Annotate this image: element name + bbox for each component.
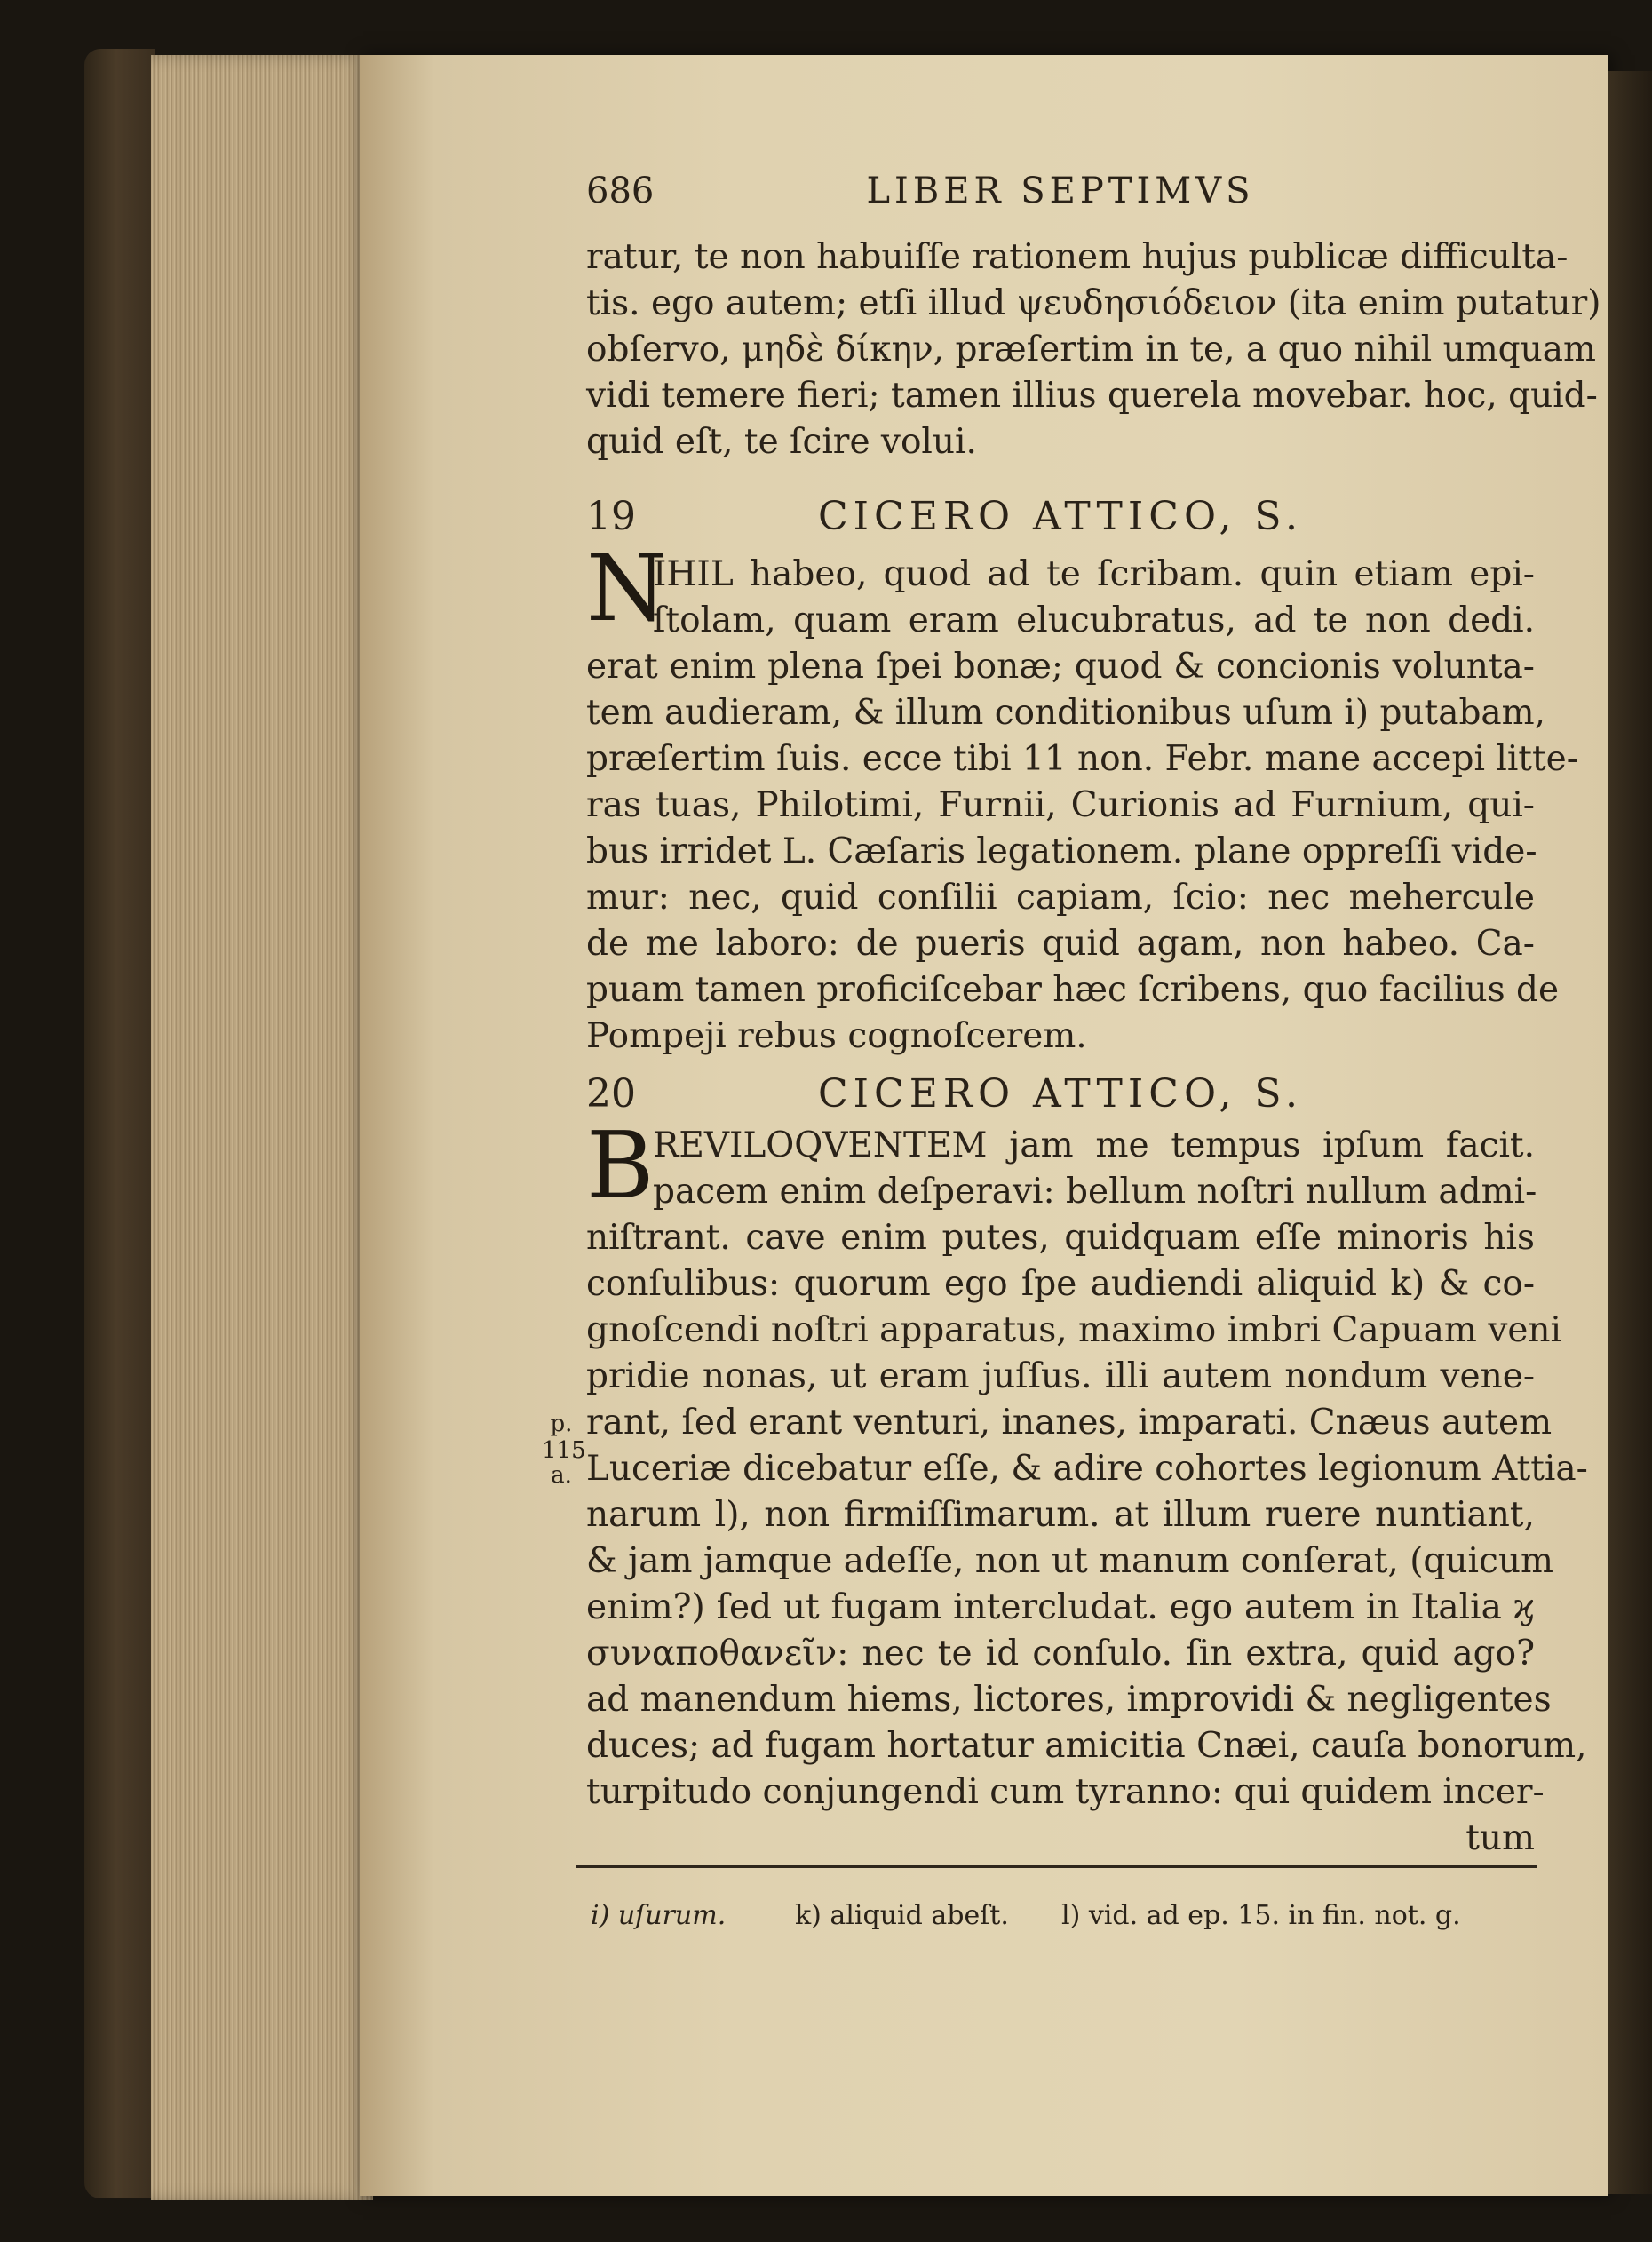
catchword: tum — [1465, 1818, 1535, 1858]
drop-capital: N — [586, 534, 667, 642]
text-line: vidi temere fieri; tamen illius querela movebar. hoc, quid- — [586, 376, 1598, 416]
text-line: enim?) ſed ut fugam intercludat. ego autem in Italia ϗ — [586, 1587, 1535, 1627]
text-line: ad manendum hiems, lictores, improvidi & negligentes — [586, 1680, 1552, 1720]
letter-heading — [586, 1070, 1535, 1118]
text-line: tem audieram, & illum conditionibus uſum i) putabam, — [586, 693, 1546, 733]
letter-title: CICERO ATTICO, S. — [818, 494, 1303, 539]
letter-title: CICERO ATTICO, S. — [818, 1071, 1303, 1117]
text-line: præſertim ſuis. ecce tibi 11 non. Febr. mane accepi litte- — [586, 739, 1578, 779]
letter-number: 19 — [586, 494, 636, 539]
text-line: Pompeji rebus cognoſcerem. — [586, 1016, 1087, 1056]
footnotes — [591, 1896, 1532, 1936]
text-line: συναποθανεῖν: nec te id conſulo. ſin extra, quid ago? — [586, 1634, 1535, 1674]
letter-heading — [586, 493, 1535, 541]
text-line: IHIL habeo, quod ad te ſcribam. quin etiam epi- — [653, 554, 1535, 594]
text-line: REVILOQVENTEM jam me tempus ipſum facit. — [653, 1125, 1535, 1165]
text-line: conſulibus: quorum ego ſpe audiendi aliquid k) & co- — [586, 1264, 1535, 1304]
text-line: ras tuas, Philotimi, Furnii, Curionis ad Furnium, qui- — [586, 785, 1535, 825]
text-line: erat enim plena ſpei bonæ; quod & concionis volunta- — [586, 647, 1535, 687]
text-line: pridie nonas, ut eram juſſus. illi autem nondum vene- — [586, 1356, 1535, 1396]
text-line: niſtrant. cave enim putes, quidquam eſſe minoris his — [586, 1218, 1535, 1258]
margin-note-a: a. — [551, 1462, 572, 1489]
text-line: narum l), non firmiſſimarum. at illum ruere nuntiant, — [586, 1495, 1535, 1535]
footnote-l: l) vid. ad ep. 15. in fin. not. g. — [1061, 1900, 1461, 1931]
text-line: gnoſcendi noſtri apparatus, maximo imbri Capuam veni — [586, 1310, 1562, 1350]
running-title: LIBER SEPTIMVS — [866, 171, 1255, 211]
text-line: & jam jamque adeſſe, non ut manum conſerat, (quicum — [586, 1541, 1553, 1581]
drop-capital: B — [586, 1111, 655, 1220]
text-line: tis. ego autem; etſi illud ψευδησιόδειον (ita enim putatur) — [586, 283, 1601, 323]
footnote-rule — [576, 1865, 1537, 1868]
page-number: 686 — [586, 171, 655, 211]
text-line: ſtolam, quam eram elucubratus, ad te non dedi. — [653, 600, 1535, 640]
text-line: de me laboro: de pueris quid agam, non habeo. Ca- — [586, 924, 1535, 964]
text-line: obſervo, μηδὲ δίκην, præſertim in te, a quo nihil umquam — [586, 330, 1596, 370]
running-header — [586, 169, 1535, 213]
text-line: rant, ſed erant venturi, inanes, imparati. Cnæus autem — [586, 1403, 1553, 1443]
text-line: Luceriæ dicebatur eſſe, & adire cohortes legionum Attia- — [586, 1449, 1588, 1489]
text-line: turpitudo conjungendi cum tyranno: qui quidem incer- — [586, 1772, 1545, 1812]
letter-number: 20 — [586, 1071, 636, 1117]
text-line: duces; ad fugam hortatur amicitia Cnæi, cauſa bonorum, — [586, 1726, 1587, 1766]
footnote-k: k) aliquid abeſt. — [795, 1900, 1009, 1931]
margin-note-p: p. — [550, 1411, 573, 1437]
text-line: ratur, te non habuiſſe rationem hujus publicæ difficulta- — [586, 237, 1569, 277]
text-line: pacem enim deſperavi: bellum noſtri nullum admi- — [653, 1172, 1537, 1212]
margin-note-page: 115 — [542, 1437, 586, 1464]
text-line: mur: nec, quid conſilii capiam, ſcio: nec mehercule — [586, 878, 1535, 918]
footnote-i: i) uſurum. — [591, 1900, 727, 1931]
text-line: puam tamen proficiſcebar hæc ſcribens, quo facilius de — [586, 970, 1560, 1010]
text-line: quid eſt, te ſcire volui. — [586, 422, 977, 462]
text-line: bus irridet L. Cæſaris legationem. plane oppreſſi vide- — [586, 831, 1537, 871]
